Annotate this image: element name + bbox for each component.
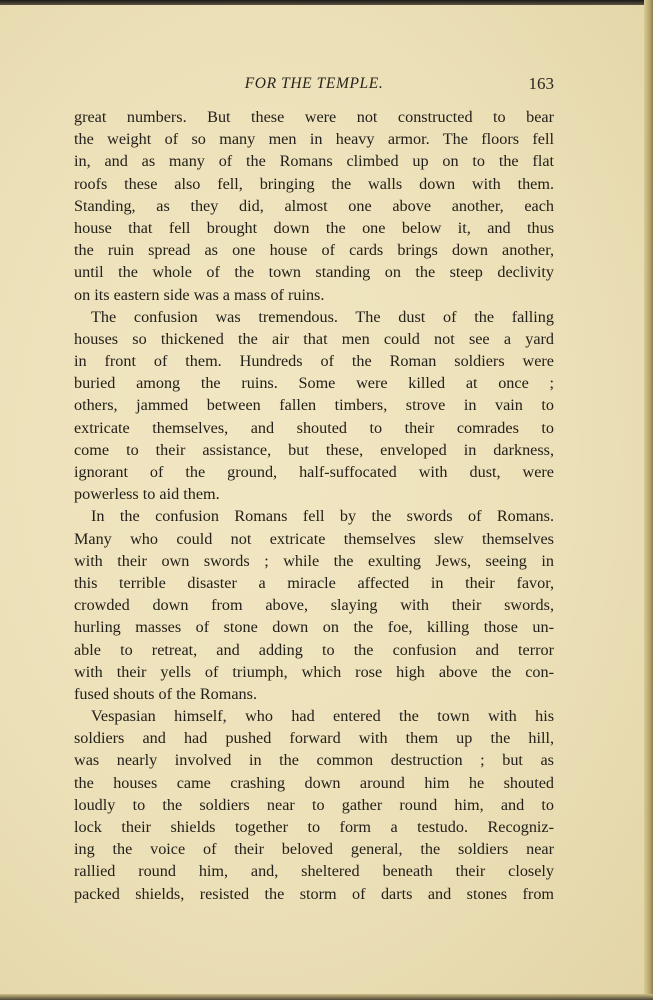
- page-bottom-edge: [0, 994, 653, 1000]
- text-line: house that fell brought down the one below it, and thus: [74, 218, 554, 237]
- text-line: ignorant of the ground, half-suffocated with dust, were: [74, 463, 554, 481]
- text-line: with their yells of triumph, which rose high above the con-: [74, 662, 554, 681]
- text-line: others, jammed between fallen timbers, strove in vain to: [74, 396, 554, 415]
- body-text: [74, 106, 554, 905]
- text-line: this terrible disaster a miracle affected in their favor,: [74, 573, 554, 592]
- text-line: with their own swords ; while the exulting Jews, seeing in: [74, 551, 554, 570]
- text-line: able to retreat, and adding to the confusion and terror: [74, 640, 554, 659]
- text-line: lock their shields together to form a testudo. Recogniz-: [74, 818, 554, 836]
- text-line: the houses came crashing down around him he shouted: [74, 773, 554, 792]
- text-line: houses so thickened the air that men could not see a yard: [74, 329, 554, 348]
- text-line: In the confusion Romans fell by the swords of Romans.: [91, 507, 554, 526]
- text-line: in front of them. Hundreds of the Roman soldiers were: [74, 352, 554, 371]
- page-right-edge: [644, 0, 653, 1000]
- text-line: extricate themselves, and shouted to their comrades to: [74, 418, 554, 437]
- text-line: until the whole of the town standing on the steep declivity: [74, 263, 554, 282]
- text-line: the weight of so many men in heavy armor. The floors fell: [74, 130, 554, 149]
- text-line: hurling masses of stone down on the foe, killing those un-: [74, 618, 554, 637]
- page-top-edge: [0, 0, 653, 5]
- text-line: loudly to the soldiers near to gather round him, and to: [74, 795, 554, 814]
- text-line: ing the voice of their beloved general, the soldiers near: [74, 840, 554, 859]
- running-head: [74, 72, 554, 96]
- text-line: The confusion was tremendous. The dust of the falling: [91, 307, 554, 326]
- text-line: Vespasian himself, who had entered the town with his: [91, 707, 554, 726]
- text-line: packed shields, resisted the storm of darts and stones from: [74, 884, 554, 903]
- text-line: come to their assistance, but these, enveloped in darkness,: [74, 440, 554, 459]
- text-line: rallied round him, and, sheltered beneath their closely: [74, 862, 554, 881]
- text-line: Many who could not extricate themselves slew themselves: [74, 529, 554, 548]
- text-line: Standing, as they did, almost one above another, each: [74, 196, 554, 215]
- page-number: 163: [528, 74, 554, 93]
- text-line: roofs these also fell, bringing the walls down with them.: [74, 174, 554, 193]
- text-line: the ruin spread as one house of cards brings down another,: [74, 241, 554, 260]
- text-line: on its eastern side was a mass of ruins.: [74, 285, 325, 304]
- text-line: great numbers. But these were not constructed to bear: [74, 108, 554, 126]
- text-line: buried among the ruins. Some were killed at once ;: [74, 374, 554, 393]
- text-line: in, and as many of the Romans climbed up on to the flat: [74, 152, 554, 171]
- text-line: powerless to aid them.: [74, 485, 220, 504]
- text-line: was nearly involved in the common destruction ; but as: [74, 751, 554, 770]
- text-line: soldiers and had pushed forward with them up the hill,: [74, 729, 554, 748]
- text-line: crowded down from above, slaying with their swords,: [74, 596, 554, 615]
- running-title: FOR THE TEMPLE.: [244, 75, 384, 92]
- text-line: fused shouts of the Romans.: [74, 684, 257, 703]
